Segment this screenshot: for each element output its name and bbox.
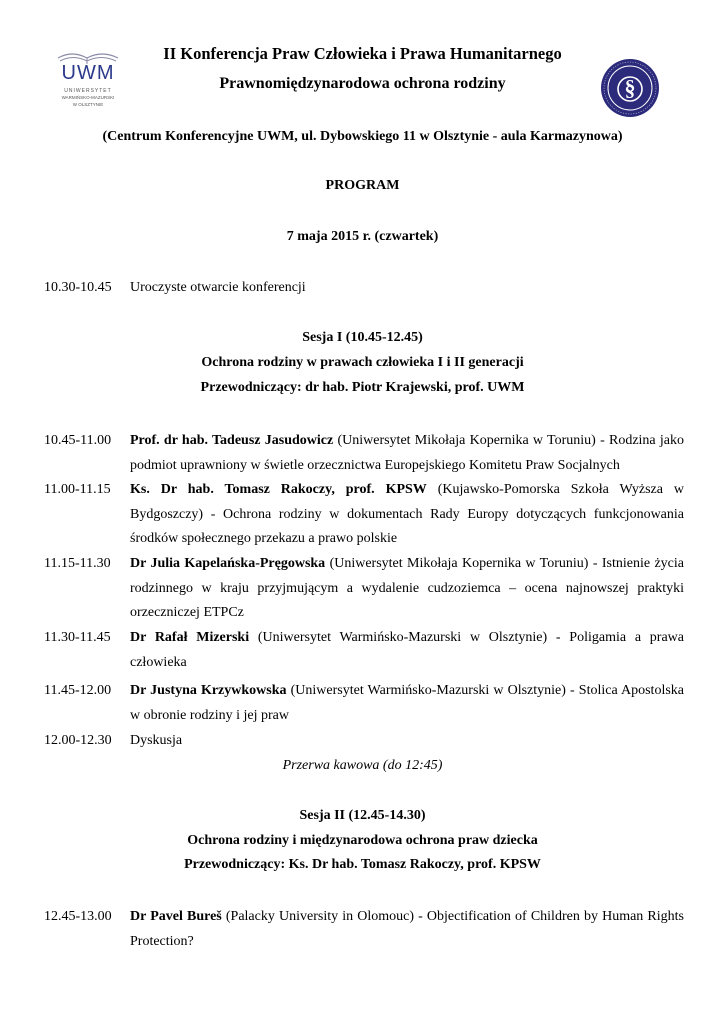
time-slot: 10.30-10.45	[44, 280, 112, 295]
time-slot: 11.15-11.30	[44, 556, 111, 571]
session2-topic: Ochrona rodziny i międzynarodowa ochrona praw dziecka	[187, 833, 538, 848]
speaker-name: Dr Pavel Bureš	[130, 909, 222, 924]
talk-details: (Uniwersytet Warmińsko-Mazurski w Olsztynie) - Poligamia a prawa człowieka	[130, 630, 684, 670]
talk-details: (Kujawsko-Pomorska Szkoła Wyższa w Bydgoszczy) - Ochrona rodziny w dokumentach Rady Europy dotyczących funkcjonowania środków społecznego przekazu a prawo polskie	[130, 482, 685, 546]
speaker-name: Dr Justyna Krzywkowska	[130, 683, 287, 698]
conference-title: II Konferencja Praw Człowieka i Prawa Humanitarnego	[163, 44, 562, 63]
speaker-name: Dr Julia Kapelańska-Pręgowska	[130, 556, 326, 571]
item-text	[130, 905, 684, 954]
uwm-caption-3: W OLSZTYNIE	[72, 102, 104, 107]
program-date: 7 maja 2015 r. (czwartek)	[286, 229, 439, 244]
speaker-name: Dr Rafał Mizerski	[130, 630, 250, 645]
uwm-caption-1: UNIWERSYTET	[64, 88, 112, 94]
time-slot: 10.45-11.00	[44, 433, 112, 448]
coffee-break: Przerwa kawowa (do 12:45)	[282, 758, 443, 773]
item-text	[130, 679, 684, 728]
session1-topic: Ochrona rodziny w prawach człowieka I i II generacji	[201, 355, 524, 370]
uwm-logo-text: UWM	[61, 62, 115, 84]
program-label: PROGRAM	[325, 178, 400, 193]
item-text	[130, 729, 684, 754]
time-slot: 12.00-12.30	[44, 733, 112, 748]
session1-item	[44, 729, 684, 754]
time-slot: 11.30-11.45	[44, 630, 111, 645]
session1-item	[44, 626, 684, 675]
item-text: Uroczyste otwarcie konferencji	[130, 280, 306, 295]
item-text	[130, 626, 684, 675]
opening-row	[44, 276, 684, 301]
uwm-caption-2: WARMIŃSKO-MAZURSKI	[61, 95, 115, 100]
session1-item	[44, 478, 684, 552]
speaker-name: Ks. Dr hab. Tomasz Rakoczy, prof. KPSW	[130, 482, 427, 497]
talk-details: (Uniwersytet Mikołaja Kopernika w Toruniu) - Istnienie życia rodzinnego w kraju przyjmującym a wydalenie cudzoziemca – ocena najnowszej praktyki orzeczniczej ETPCz	[130, 556, 684, 620]
time-slot: 12.45-13.00	[44, 909, 112, 924]
talk-details: (Uniwersytet Warmińsko-Mazurski w Olsztynie) - Stolica Apostolska w obronie rodziny i jej praw	[130, 683, 684, 723]
session1-item	[44, 429, 684, 478]
session2-chair: Przewodniczący: Ks. Dr hab. Tomasz Rakoczy, prof. KPSW	[184, 857, 541, 872]
talk-details: Dyskusja	[130, 733, 183, 748]
item-text	[130, 552, 684, 626]
session1-heading: Sesja I (10.45-12.45)	[302, 330, 423, 345]
time-slot: 11.45-12.00	[44, 683, 112, 698]
paragraph-sign-icon: §	[624, 75, 636, 100]
session1-chair: Przewodniczący: dr hab. Piotr Krajewski, prof. UWM	[200, 380, 525, 395]
speaker-name: Prof. dr hab. Tadeusz Jasudowicz	[130, 433, 334, 448]
time-slot: 11.00-11.15	[44, 482, 111, 497]
talk-details: (Uniwersytet Mikołaja Kopernika w Toruniu) - Rodzina jako podmiot uprawniony w świetle orzecznictwa Europejskiego Komitetu Praw Socjalnych	[130, 433, 684, 473]
talk-details: (Palacky University in Olomouc) - Objectification of Children by Human Rights Protection?	[130, 909, 684, 949]
venue: (Centrum Konferencyjne UWM, ul. Dybowskiego 11 w Olsztynie - aula Karmazynowa)	[102, 129, 623, 144]
session1-item	[44, 679, 684, 728]
conference-subtitle: Prawnomiędzynarodowa ochrona rodziny	[219, 75, 506, 92]
session1-item	[44, 552, 684, 626]
session2-item	[44, 905, 684, 954]
item-text	[130, 429, 684, 478]
session2-heading: Sesja II (12.45-14.30)	[299, 808, 426, 823]
item-text	[130, 478, 684, 552]
